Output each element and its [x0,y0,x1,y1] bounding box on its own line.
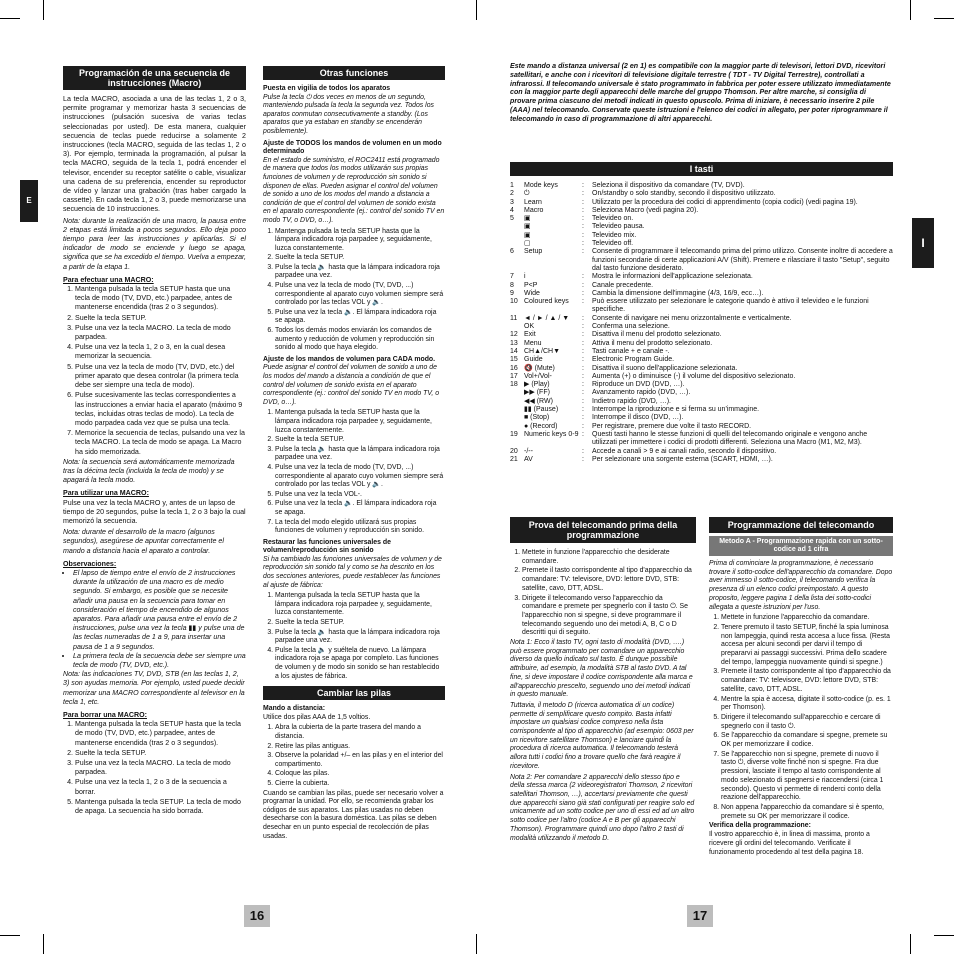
key-number: 10 [510,298,518,306]
key-description: Può essere utilizzato per selezionare le categorie quando è attivo il televideo e le funzioni specifiche. [592,298,869,314]
table-row [510,448,893,456]
list-item: 6. Se l'apparecchio da comandare si spegne, premete su OK per memorizzare il codice. [721,732,893,749]
list-item: 4. Pulse la tecla 🔈 y suéltela de nuevo. La lámpara indicadora roja se apaga por completo. Las funciones de volumen y de modo sin sonido se han restablecido a los ajustes de fábrica. [275,647,445,681]
key-description: Seleziona il dispositivo da comandare (TV, DVD). [592,182,745,189]
key-number: 18 [510,381,518,389]
key-name: Wide [524,289,540,297]
crop-mark [910,934,911,954]
steps-list [263,228,445,353]
list-item: 1. Mettete in funzione l'apparecchio che desiderate comandare. [522,549,696,566]
key-description: Riproduce un DVD (DVD, …). [592,381,685,389]
separator: : [582,198,584,206]
paragraph: Este mando a distanza universal (2 en 1) es compatibile con la maggior parte di televisori, lettori DVD, ricevitori satellitari, e anche con i ricevitori di televisione digitale terrestre ( TDT - TV Digital Terrestre), controllati a infrarossi. Il telecomando universale è stato programmato in fabbrica per poter essere utilizzato immediatamente con la maggior parte degli apparecchi delle marche del gruppo Thomson. Per altre marche, si consiglia di provare prima ciascuno dei metodi indicati in questo opuscolo. Prima di iniziare, è necessario inserire 2 pile (AAA) nel telecomando. Conservate queste istruzioni e l'elenco dei codici in allegato, per poter riprogrammare il telecomando in caso di programmazione di altri apparecchi. [510,62,891,123]
key-description: On/standby o solo standby, secondo il dispositivo utilizzato. [592,190,776,198]
table-row [510,323,893,331]
subheading: Restaurar las funciones universales de volumen/reproducción sin sonido [263,538,391,555]
key-description: Electronic Program Guide. [592,356,675,364]
list-item: 2. Suelte la tecla SETUP. [275,436,445,445]
list-item: 3. Pulse la tecla 🔈 hasta que la lámpara indicadora roja parpadee una vez. [275,264,445,281]
key-number: 8 [510,281,514,289]
table-row [510,223,893,231]
key-number [510,398,524,406]
list-item: 5. Pulse una vez la tecla 🔈. El lámpara indicadora roja se apaga. [275,309,445,326]
key-name: -/-- [524,447,533,455]
section-header: Programación de una secuencia de instrucciones (Macro) [63,66,246,90]
list-item: 1. Mantenga pulsada la tecla SETUP hasta que la tecla de modo (TV, DVD, etc.) parpadee, antes de mantenerse encendida (tras 2 o 3 segundos). [75,720,246,748]
key-name: Guide [524,356,543,364]
key-number: 20 [510,447,518,455]
key-number [510,223,524,231]
table-row [510,273,893,281]
list-item: 8. Non appena l'apparecchio da comandare si è spento, premete su OK per memorizzare il codice. [721,804,893,821]
list-item: 1. Abra la cubierta de la parte trasera del mando a distancia. [275,724,445,741]
list-item: 3. Dirigete il telecomando verso l'apparecchio da comandare e premete per spegnerlo con il tasto ⏻. Se l'apparecchio non si spegne, si deve programmare il telecomando seguendo uno dei metodi A, B, C o D descritti qui di seguito. [522,595,696,639]
key-name: ▮▮ (Pause) [524,406,559,414]
separator: : [582,314,584,322]
key-number [510,423,524,431]
key-description: Tasti canale + e canale -. [592,347,670,355]
note: Nota: las indicaciones TV, DVD, STB (en las teclas 1, 2, 3) son ayudas memoria. Por ejemplo, usted puede decidir memorizar una MACRO correspondiente al televisor en la tecla 1, etc. [63,670,245,706]
key-name: Learn [524,198,542,206]
column-macro [63,66,246,817]
list-item: 4. Pulse una vez la tecla 1, 2 o 3, en la cual desea memorizar la secuencia. [75,343,246,361]
keys-table [510,182,893,464]
key-name: Numeric keys 0-9 [524,430,579,438]
note: Nota: durante la realización de una macro, la pausa entre 2 etapas está limitada a pocos segundos. Ello deja poco tiempo para leer las instrucciones y aplicarlas. Si el indicador de modo se enciende y luego se apaga, significa que se ha excedido el tiempo. Vuelva a empezar, a partir de la etapa 1. [63,216,246,271]
key-number [510,389,524,397]
key-number: 15 [510,356,518,364]
paragraph: Pulse una vez la tecla MACRO y, antes de un lapso de tiempo de 20 segundos, pulse la tecla 1, 2 o 3 bajo la cual memorizó la secuencia. [63,498,246,525]
list-item: 6. Pulse sucesivamente las teclas correspondientes a las instrucciones a enviar hacia el aparato (máximo 9 teclas, incluidas otras teclas de modo). La tecla de modo parpadea cada vez que se pulsa una tecla. [75,391,246,428]
key-name: ▣ [524,231,531,239]
steps-list [263,409,445,535]
table-row [510,282,893,290]
right-intro [510,62,893,126]
key-name: Setup [524,248,543,256]
key-description: Indietro rapido (DVD, …). [592,397,671,405]
paragraph: Si ha cambiado las funciones universales de volumen y de reproducción sin sonido tal y como se ha descrito en los dos secciones anteriores, puede restablecer las funciones al ajuste de fábrica: [263,555,442,589]
list-item: 2. Suelte la tecla SETUP. [75,314,246,323]
table-row [510,423,893,431]
language-tab-right: I [912,218,934,268]
table-row [510,348,893,356]
table-row [510,298,893,315]
table-row [510,248,893,273]
separator: : [582,331,584,339]
separator: : [582,206,584,214]
key-name: CH▲/CH▼ [524,347,561,355]
key-name: ⏻ [524,190,530,198]
key-description: Televideo off. [592,240,634,248]
table-row [510,356,893,364]
crop-mark [476,0,477,20]
key-number: 1 [510,182,514,189]
key-number: 4 [510,206,514,214]
key-name: i [524,273,526,281]
key-number [510,232,524,240]
key-description: Conferma una selezione. [592,323,670,331]
separator: : [582,339,584,347]
list-item: 3. Pulse la tecla 🔈 hasta que la lámpara indicadora roja parpadee una vez. [275,629,445,646]
subheading: Para borrar una MACRO: [63,711,147,719]
table-row [510,398,893,406]
list-item: 3. Observe la polaridad +/– en las pilas y en el interior del compartimento. [275,752,445,769]
subheading: Para efectuar una MACRO: [63,275,154,284]
list-item: 5. Dirigere il telecomando sull'apparecchio e cercare di spegnerlo con il tasto ⏻. [721,714,893,731]
method-header: Metodo A - Programmazione rapida con un sotto-codice ad 1 cifra [709,536,893,556]
crop-mark [476,934,477,954]
crop-mark [0,18,20,19]
key-name: Coloured keys [524,298,569,306]
separator: : [582,215,584,223]
list-item: 4. Pulse una vez la tecla de modo (TV, DVD, ...) correspondiente al aparato cuyo volumen siempre será controlado por las teclas VOL y 🔈. [275,282,445,308]
separator: : [582,289,584,297]
key-description: Questi tasti hanno le stesse funzioni di quelli del telecomando originale e vengono anche utilizzati per immettere i codici di prodotti differenti. Seleziona una Macro (M1, M2, M3). [592,430,868,447]
key-number [510,240,524,248]
key-number: 16 [510,364,518,372]
key-number [510,406,524,414]
key-description: Utilizzato per la procedura dei codici di apprendimento (copia codici) (vedi pagina 19). [592,198,858,206]
table-row [510,290,893,298]
paragraph: Pulse la tecla ⏻ dos veces en menos de un segundo, manteniendo pulsada la tecla la segunda vez. Todos los aparatos conmutan consecutivamente a standby. (Los aparatos que ya estaban en standby se encenderán posiblemente). [263,93,434,135]
key-number: 3 [510,198,514,206]
note: Tuttavia, il metodo D (ricerca automatica di un codice) permette di semplificare questo compito. Basta infatti impostare un qualsiasi codice compreso nella lista corrispondente al tipo di apparecchio (ad esempio: 0603 per un ricevitore satellitare Thomson) e lanciare quindi la procedura di ricerca automatica. Il telecomando testerà allora tutti i codici fino a trovare quello che farà reagire il ricevitore. [510,701,694,770]
observations-list [63,569,246,670]
list-item: 2. Suelte la tecla SETUP. [275,254,445,263]
steps-list [263,724,445,788]
column-programming [709,517,893,859]
list-item: 3. Premete il tasto corrispondente al tipo d'apparecchio da comandare: TV: televisore, DVD: lettore DVD, STB: satellite, cavo, DTT, ADSL. [721,668,893,694]
paragraph: Cuando se cambian las pilas, puede ser necesario volver a programar la unidad. Por ello, se recomienda grabar los códigos de sus aparatos. Las pilas usadas no deben desecharse con la basura doméstica. Las pilas se deben desechar en un punto especial de recolección de pilas usadas. [263,789,444,840]
table-row [510,315,893,323]
separator: : [582,281,584,289]
column-test [510,517,696,845]
paragraph: Puede asignar el control del volumen de sonido a uno de los modos del mando a distancia a condición de que el control del volumen de sonido exista en el aparato correspondiente (ej.: control del sonido TV en modo TV, o DVD, o…). [263,364,440,406]
crop-mark [934,935,954,936]
crop-mark [43,0,44,20]
list-item: 1. Mantenga pulsada la tecla SETUP hasta que la lámpara indicadora roja parpadee y, seguidamente, luzca constantemente. [275,409,445,435]
key-name: AV [524,455,533,463]
key-number: 5 [510,215,514,223]
list-item: 2. Tenere premuto il tasto SETUP, finché la spia luminosa non lampeggia, quindi resta accesa a luce fissa. (Resta accesa per alcuni secondi per darvi il tempo di prepararvi ai passaggi successivi. Prima dello scadere del tempo, lampeggia nuovamente quindi si spegne.) [721,624,893,668]
key-name: 🔇 (Mute) [524,364,555,372]
key-name: ▣ [524,223,531,231]
list-item: 4. Pulse una vez la tecla 1, 2 o 3 de la secuencia a borrar. [75,778,246,796]
list-item: 5. Pulse una vez la tecla de modo (TV, DVD, etc.) del primer aparato que desea controlar (la primera tecla debe ser siempre una tecla de modo). [75,363,246,391]
key-description: Interrompe la riproduzione e si ferma su un'immagine. [592,406,760,414]
key-name: ■ (Stop) [524,414,550,422]
paragraph: Utilice dos pilas AAA de 1,5 voltios. [263,713,371,721]
separator: : [582,406,584,414]
key-description: Televideo pausa. [592,223,645,231]
list-item: 4. Pulse una vez la tecla de modo (TV, DVD, ...) correspondiente al aparato cuyo volumen siempre será controlado por las teclas VOL y 🔈. [275,464,445,490]
table-row [510,199,893,207]
list-item: 6. Pulse una vez la tecla 🔈. El lámpara indicadora roja se apaga. [275,500,445,517]
key-number: 12 [510,331,518,339]
separator: : [582,240,584,248]
key-description: Attiva il menu del prodotto selezionato. [592,339,713,347]
table-row [510,373,893,381]
list-item: 1. Mettete in funzione l'apparecchio da comandare. [721,614,893,623]
key-name: ▶ (Play) [524,381,550,389]
table-row [510,190,893,198]
section-header: Cambiar las pilas [263,686,445,700]
table-row [510,182,893,190]
separator: : [582,372,584,380]
separator: : [582,190,584,198]
list-item: 3. Pulse una vez la tecla MACRO. La tecla de modo parpadea. [75,324,246,342]
key-name: Exit [524,331,536,339]
list-item: 4. Coloque las pilas. [275,770,445,779]
separator: : [582,447,584,455]
key-name: ● (Record) [524,422,558,430]
subheading: Para utilizar una MACRO: [63,489,149,498]
list-item: 2. Suelte la tecla SETUP. [75,749,246,758]
note: Nota: durante el desarrollo de la macro (algunos segundos), asegúrese de apuntar correctamente el mando a distancia hacia el aparato a controlar. [63,528,224,555]
separator: : [582,364,584,372]
table-row [510,381,893,389]
table-row [510,340,893,348]
separator: : [582,273,584,281]
crop-mark [910,0,911,20]
list-item: • La primera tecla de la secuencia debe ser siempre una tecla de modo (TV, DVD, etc.). [73,652,246,670]
list-item: 4. Mentre la spia è accesa, digitate il sotto-codice (p. es. 1 per Thomson). [721,696,893,713]
list-item: 1. Mantenga pulsada la tecla SETUP hasta que la lámpara indicadora roja parpadee y, seguidamente, luzca constantemente. [275,592,445,618]
table-row [510,365,893,373]
key-name: Macro [524,206,544,214]
table-row [510,431,893,448]
separator: : [582,323,584,331]
key-name: ▣ [524,215,531,223]
keys-section [510,162,893,464]
note: Nota 1: Ecco il tasto TV, ogni tasto di modalità (DVD, ….) può essere programmato per comandare un apparecchio diverso da quello indicato sul tasto. È dunque possibile attribuire, ad esempio, la modalità STB al tasto DVD. A tal fine, si deve impostare il codice corrispondente alla marca e all'apparecchio prescelto, seguendo uno dei metodi indicati in questo manuale. [510,639,693,699]
key-number: 14 [510,347,518,355]
key-number: 21 [510,455,518,463]
key-number: 9 [510,289,514,297]
key-description: Consente di navigare nei menu orizzontalmente e verticalmente. [592,314,792,322]
separator: : [582,248,584,256]
separator: : [582,356,584,364]
separator: : [582,430,584,438]
steps-list [263,592,445,681]
steps-list [709,614,893,821]
crop-mark [0,935,20,936]
key-number: 7 [510,273,514,281]
key-description: Per selezionare una sorgente esterna (SCART, HDMI, …). [592,455,773,463]
steps-list [510,549,696,638]
key-description: Canale precedente. [592,281,654,289]
list-item: 6. Todos los demás modos enviarán los comandos de aumento y reducción de volumen y reproducción sin sonido al modo que haya elegido. [275,327,445,353]
section-header: Programmazione del telecomando [709,517,893,533]
language-tab-left: E [20,180,38,222]
table-row [510,207,893,215]
key-name: ◄ / ► / ▲ / ▼ [524,314,570,322]
key-description: Cambia la dimensione dell'immagine (4/3, 16/9, ecc…). [592,289,764,297]
list-item: 2. Retire las pilas antiguas. [275,743,445,752]
separator: : [582,397,584,405]
paragraph: La tecla MACRO, asociada a una de las teclas 1, 2 o 3, permite programar y memorizar hasta 3 secuencias de instrucciones (pulsación sucesiva de varias teclas seleccionadas por usted). De esta manera, cualquier secuencia de teclas puede reducirse a solamente 2 instrucciones (tecla MACRO, seguida de las teclas 1, 2 o 3). Por ejemplo, terminada la programación, al pulsar la tecla MACRO, seguida de la tecla 1, podrá encender el televisor, encender su receptor satélite o cable, visualizar una cadena de su preferencia, encender su reproductor de vídeo y lanzar una grabación (tras haber cargado la cassette). En cada tecla 1, 2 o 3, puede memorizarse una secuencia de 10 instrucciones. [63,95,246,214]
steps-list [63,720,246,816]
separator: : [582,389,584,397]
list-item: 7. La tecla del modo elegido utilizará sus propias funciones de volumen y reproducción sin sonido. [275,519,445,536]
key-description: Televideo on. [592,215,634,223]
list-item: • El lapso de tiempo entre el envío de 2 instrucciones durante la utilización de una macro es de medio segundo. Si embargo, es posible que se necesite añadir una pausa en la secuencia para tomar en consideración el tiempo de encendido de algunos aparatos. Para añadir una pausa entre el envío de 2 instrucciones, pulse una vez la tecla ▮▮ y pulse una de las teclas numeradas de 1 a 9, para insertar una pausa de 1 a 9 segundos. [73,569,246,652]
separator: : [582,182,584,189]
section-header: I tasti [510,162,893,176]
separator: : [582,422,584,430]
crop-mark [43,934,44,954]
list-item: 7. Se l'apparecchio non si spegne, premete di nuovo il tasto ⏻, diverse volte finché non si spegne. Fra due pressioni, lasciate il tempo al tasto corrispondente al modo selezionato di spegnersi e riaccendersi (circa 1 secondo). Questo vi permette di renderci conto della reazione dell'apparecchio. [721,751,893,803]
key-name: ▢ [524,240,531,248]
key-name: Mode keys [524,182,558,189]
key-number: 17 [510,372,518,380]
table-row [510,389,893,397]
column-other-functions [263,66,445,843]
list-item: 3. Pulse la tecla 🔈 hasta que la lámpara indicadora roja parpadee una vez. [275,446,445,463]
key-number: 19 [510,430,518,438]
note: Nota 2: Per comandare 2 apparecchi dello stesso tipo e della stessa marca (2 videoregistratori Thomson, 2 ricevitori satellitari Thomson, …), accertarsi previamente che questi due apparecchi siano già stati configurati per reagire solo ed unicamente ad un sotto codice per uno di essi ed ad un altro sotto codice per l'altro (codice A e B per gli apparecchi Thomson). Programmare quindi uno dopo l'altro 2 tasti di modalità utilizzando il metodo D. [510,773,695,842]
separator: : [582,298,584,306]
section-header: Prova del telecomando prima della programmazione [510,517,696,543]
list-item: 2. Premete il tasto corrispondente al tipo d'apparecchio da comandare: TV: televisore, DVD: lettore DVD, STB: satellite, cavo, DTT, ADSL. [522,567,696,593]
page-number-right: 17 [687,905,713,927]
note: Nota: la secuencia será automáticamente memorizada tras la décima tecla (incluida la tecla de modo) y se apagará la tecla modo. [63,457,235,485]
key-description: Disattiva il suono dell'applicazione selezionata. [592,364,738,372]
crop-mark [934,18,954,19]
key-description: Consente di programmare il telecomando prima del primo utilizzo. Consente inoltre di accedere a funzioni secondarie di certe applicazioni A/V (Shift). Premere e rilasciare il tasto "Setup", seguito dal tasto funzione desiderato. [592,248,893,272]
list-item: 1. Mantenga pulsada la tecla SETUP hasta que la lámpara indicadora roja parpadee y, seguidamente, luzca constantemente. [275,228,445,254]
key-number: 2 [510,190,514,198]
list-item: 2. Suelte la tecla SETUP. [275,619,445,628]
separator: : [582,347,584,355]
key-description: Disattiva il menu del prodotto selezionato. [592,331,722,339]
table-row [510,456,893,464]
table-row [510,331,893,339]
key-description: Aumenta (+) o diminuisce (-) il volume del dispositivo selezionato. [592,372,796,380]
key-name: Vol+/Vol- [524,372,552,380]
list-item: 3. Pulse una vez la tecla MACRO. La tecla de modo parpadea. [75,759,246,777]
key-description: Televideo mix. [592,231,637,239]
key-number [510,414,524,422]
paragraph: Prima di cominciare la programmazione, è necessario trovare il sotto-codice dell'apparecchio da comandare. Dopo aver immesso il sotto-codice, il telecomando verifica la presenza di un elenco codici preimpostato. A questo proposito, leggere pagina 1 della lista dei sotto-codici allegata a queste istruzioni per l'uso. [709,560,893,611]
list-item: 5. Cierre la cubierta. [275,780,445,789]
key-description: Avanzamento rapido (DVD, …). [592,389,691,397]
steps-list [63,285,246,457]
key-number: 13 [510,339,518,347]
table-row [510,240,893,248]
table-row [510,406,893,414]
key-number: 11 [510,314,518,322]
table-row [510,232,893,240]
subheading: Ajuste de TODOS los mandos de volumen en un modo determinado [263,139,442,156]
separator: : [582,223,584,231]
section-header: Otras funciones [263,66,445,80]
key-name: OK [524,323,535,331]
key-number: 6 [510,248,514,256]
paragraph: Il vostro apparecchio è, in linea di massima, pronto a ricevere gli ordini del telecomando. Verificate il funzionamento procedendo al test della pagina 18. [709,831,870,856]
subheading: Puesta en vigilia de todos los aparatos [263,85,391,92]
page-number-left: 16 [244,905,270,927]
key-description: Interrompe il disco (DVD, …). [592,414,684,422]
table-row [510,215,893,223]
table-row [510,414,893,422]
subheading: Verifica della programmazione: [709,822,811,830]
paragraph: En el estado de suministro, el ROC2411 está programado de manera que todos los modos utilizarán sus propias funciones de volumen y de reproducción sin sonido si disponen de ellas. Pueden asignar el control del volumen de sonido a uno de los modos del mando a distancia a condición de que el control del volumen de sonido exista en el aparato correspondiente (ej.: control del sonido TV en modo TV, o DVD, o…). [263,156,445,224]
list-item: 1. Mantenga pulsada la tecla SETUP hasta que una tecla de modo (TV, DVD, etc.) parpadee, antes de mantenerse encendida (tras 2 o 3 segundos). [75,285,246,313]
separator: : [582,455,584,463]
key-name: P<P [524,281,538,289]
subheading: Ajuste de los mandos de volumen para CADA modo. [263,355,436,363]
subheading: Observaciones: [63,559,117,568]
key-number [510,323,524,331]
separator: : [582,231,584,239]
subheading: Mando a distancia: [263,705,326,713]
separator: : [582,381,584,389]
key-description: Accede a canali > 9 e ai canali radio, secondo il dispositivo. [592,447,777,455]
key-description: Seleziona Macro (vedi pagina 20). [592,206,699,214]
key-description: Per registrare, premere due volte il tasto RECORD. [592,422,752,430]
list-item: 5. Pulse una vez la tecla VOL-. [275,491,445,500]
list-item: 7. Memorice la secuencia de teclas, pulsando una vez la tecla MACRO. La tecla de modo se apaga. La Macro ha sido memorizada. [75,429,246,457]
key-name: Menu [524,339,542,347]
key-name: ◀◀ (RW) [524,397,553,405]
list-item: 5. Mantenga pulsada la tecla SETUP. La tecla de modo de apaga. La secuencia ha sido borrada. [75,798,246,816]
key-name: ▶▶ (FF) [524,389,550,397]
separator: : [582,414,584,422]
key-description: Mostra le informazioni dell'applicazione selezionata. [592,273,753,281]
